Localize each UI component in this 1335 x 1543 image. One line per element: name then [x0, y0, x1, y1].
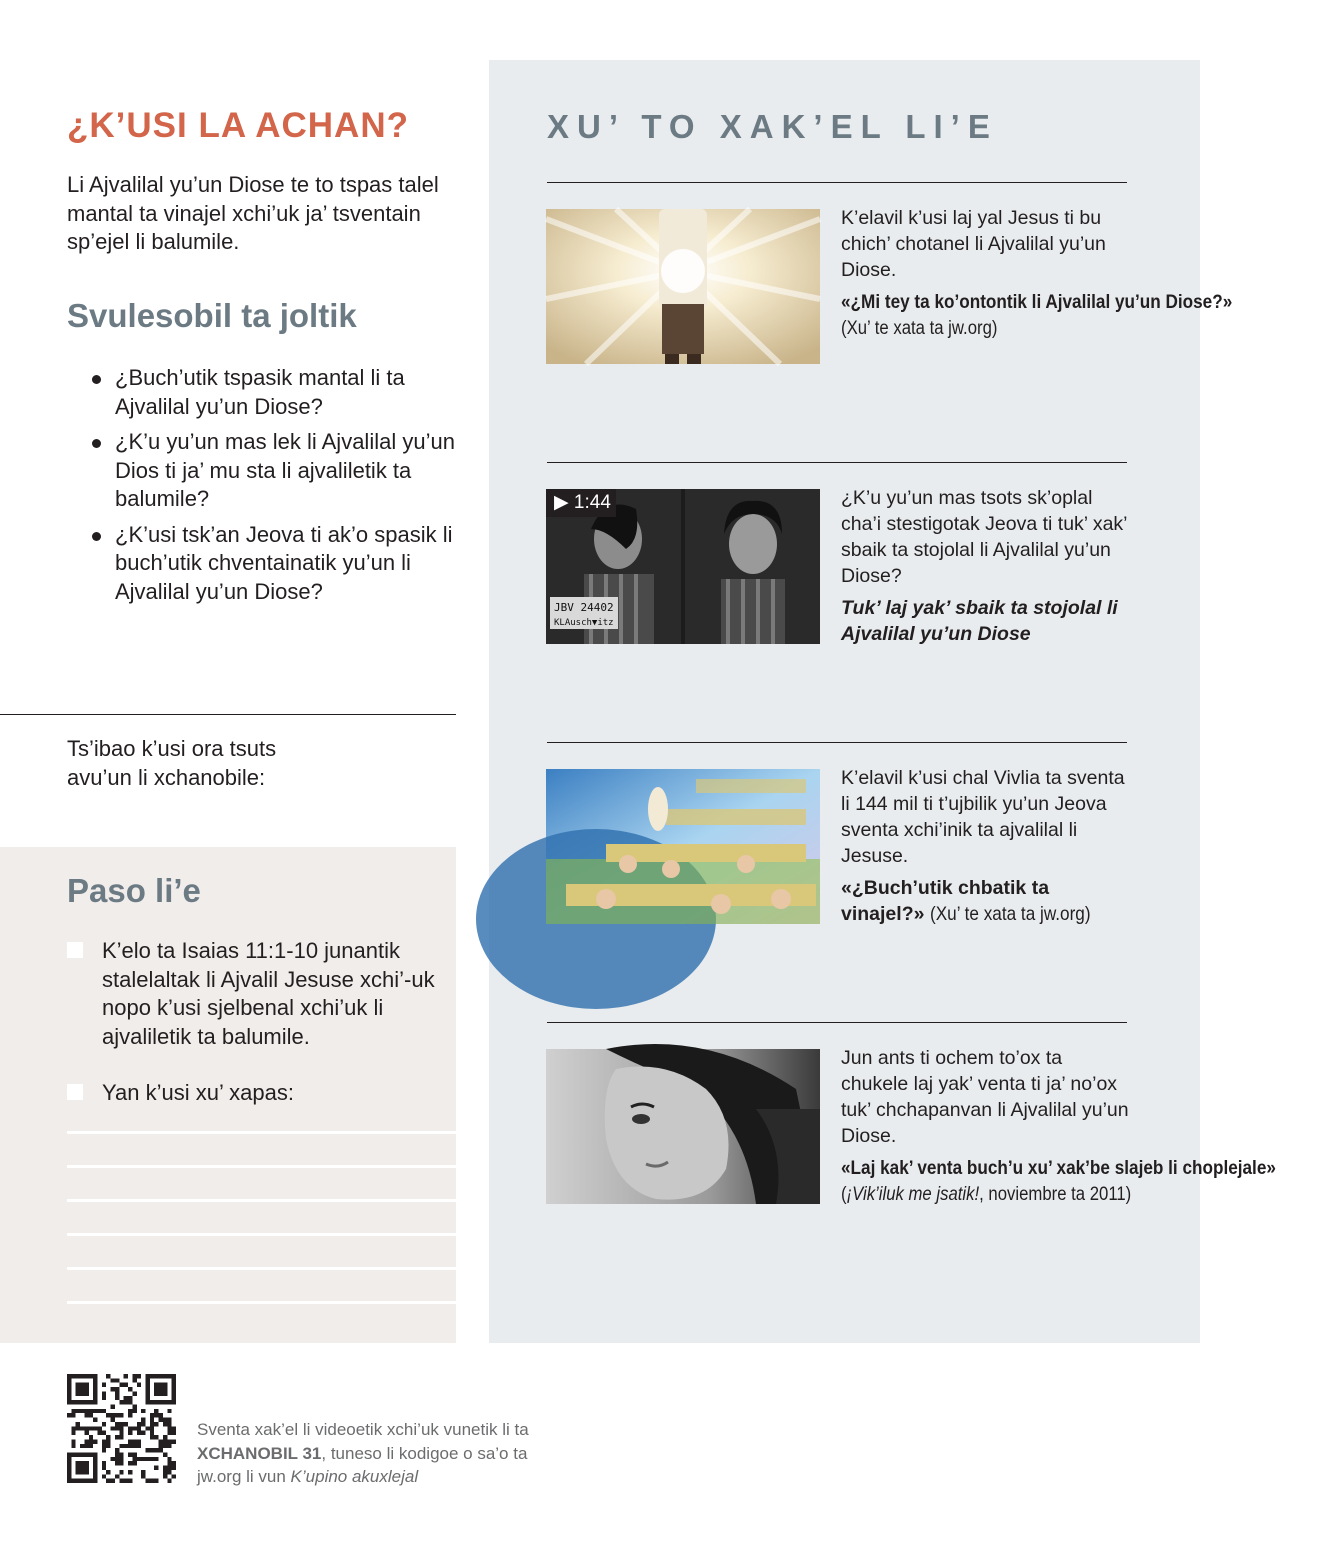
video-duration-badge — [546, 489, 616, 517]
footer-note: Sventa xak’el li videoetik xchi’uk vunetik li ta XCHANOBIL 31, tuneso li kodigoe o sa’o ta jw.org li vun K’upino akuxlejal — [197, 1420, 529, 1486]
article-link[interactable]: «Laj kak’ venta buch’u xu’ xak’be slajeb li choplejale» — [841, 1157, 1276, 1179]
article-thumbnail[interactable] — [546, 1049, 820, 1204]
action-box-title: Paso li’e — [67, 872, 201, 909]
question-item — [92, 428, 462, 514]
further-study-title: XU’ TO XAK’EL LI’E — [547, 108, 998, 145]
checkbox[interactable] — [67, 1084, 83, 1100]
source-note: (¡Vik’iluk me jsatik!, noviembre ta 2011) — [841, 1184, 1132, 1205]
divider — [0, 714, 456, 715]
article-link[interactable]: «¿Mi tey ta ko’ontontik li Ajvalilal yu’un Diose?» — [841, 291, 1233, 313]
article-description — [841, 1045, 1276, 1208]
description-text: Jun ants ti ochem to’ox ta chukele laj yak’ venta ti ja’ no’ox tuk’ chchapanvan li Ajvalilal yu’un Diose. — [841, 1047, 1129, 1147]
divider — [547, 462, 1127, 463]
bullet-icon — [92, 532, 101, 541]
task-item — [67, 937, 452, 1051]
description-text: K’elavil k’usi chal Vivlia ta sventa li 144 mil ti t’ujbilik yu’un Jeova sventa xchi’inik ta ajvalilal li Jesuse. — [841, 767, 1125, 867]
divider — [547, 1022, 1127, 1023]
lesson-number: XCHANOBIL 31 — [197, 1443, 322, 1463]
question-item — [92, 521, 462, 607]
task-text: Yan k’usi xu’ xapas: — [102, 1080, 294, 1105]
completion-date-prompt: Ts’ibao k’usi ora tsuts avu’un li xchanobile: — [67, 736, 277, 790]
description-text: ¿K’u yu’un mas tsots sk’oplal cha’i stestigotak Jeova ti tuk’ xak’ sbaik ta stojolal li Ajvalilal yu’un Diose? — [841, 487, 1127, 587]
article-thumbnail[interactable] — [546, 209, 820, 364]
article-link-line — [841, 875, 1131, 927]
question-text: ¿Buch’utik tspasik mantal li ta Ajvalilal yu’un Diose? — [115, 365, 405, 419]
writing-line[interactable] — [67, 1233, 456, 1236]
source-note: (Xu’ te xata ta jw.org) — [929, 903, 1091, 925]
question-item — [92, 364, 462, 421]
article-thumbnail[interactable] — [546, 769, 820, 924]
video-duration: 1:44 — [573, 492, 611, 513]
article-link[interactable]: «¿Buch’utik chbatik ta vinajel?» — [841, 877, 1050, 925]
writing-line[interactable] — [67, 1301, 456, 1304]
play-icon: ▶ — [554, 492, 569, 513]
writing-line[interactable] — [67, 1199, 456, 1202]
video-description — [841, 485, 1131, 647]
intro-paragraph: Li Ajvalilal yu’un Diose te to tspas talel mantal ta vinajel xchi’uk ja’ tsventain sp’ejel li balumile. — [67, 172, 439, 254]
question-text: ¿K’u yu’un mas lek li Ajvalilal yu’un Dios ti ja’ mu sta li ajvaliletik ta balumile? — [115, 429, 455, 511]
video-thumbnail[interactable] — [546, 489, 820, 644]
photo-tag: KLAusch▼itz — [554, 618, 614, 628]
checkbox[interactable] — [67, 942, 83, 958]
questions-heading: Svulesobil ta joltik — [67, 297, 357, 334]
article-description — [841, 765, 1131, 927]
source-note: (Xu’ te xata ta jw.org) — [841, 318, 998, 339]
review-questions-list — [92, 364, 462, 613]
bullet-icon — [92, 439, 101, 448]
question-text: ¿K’usi tsk’an Jeova ti ak’o spasik li buch’utik chventainatik yu’un li Ajvalilal yu’un Diose? — [115, 521, 453, 604]
divider — [547, 742, 1127, 743]
video-link[interactable]: Tuk’ laj yak’ sbaik ta stojolal li Ajvalilal yu’un Diose — [841, 597, 1118, 645]
writing-line[interactable] — [67, 1165, 456, 1168]
qr-code[interactable] — [67, 1374, 176, 1483]
photo-tag: JBV 24402 — [554, 601, 614, 614]
description-text: K’elavil k’usi laj yal Jesus ti bu chich’ chotanel li Ajvalilal yu’un Diose. — [841, 207, 1106, 281]
divider — [547, 182, 1127, 183]
book-title: K’upino akuxlejal — [290, 1467, 419, 1486]
article-description — [841, 205, 1233, 342]
writing-line[interactable] — [67, 1131, 456, 1134]
task-text: K’elo ta Isaias 11:1-10 junantik stalelaltak li Ajvalil Jesuse xchi’-uk nopo k’usi sjelbenal xchi’uk li ajvaliletik ta balumile. — [102, 938, 435, 1049]
bullet-icon — [92, 375, 101, 384]
writing-line[interactable] — [67, 1267, 456, 1270]
task-item — [67, 1079, 452, 1108]
page-title: ¿K’USI LA ACHAN? — [67, 106, 409, 145]
